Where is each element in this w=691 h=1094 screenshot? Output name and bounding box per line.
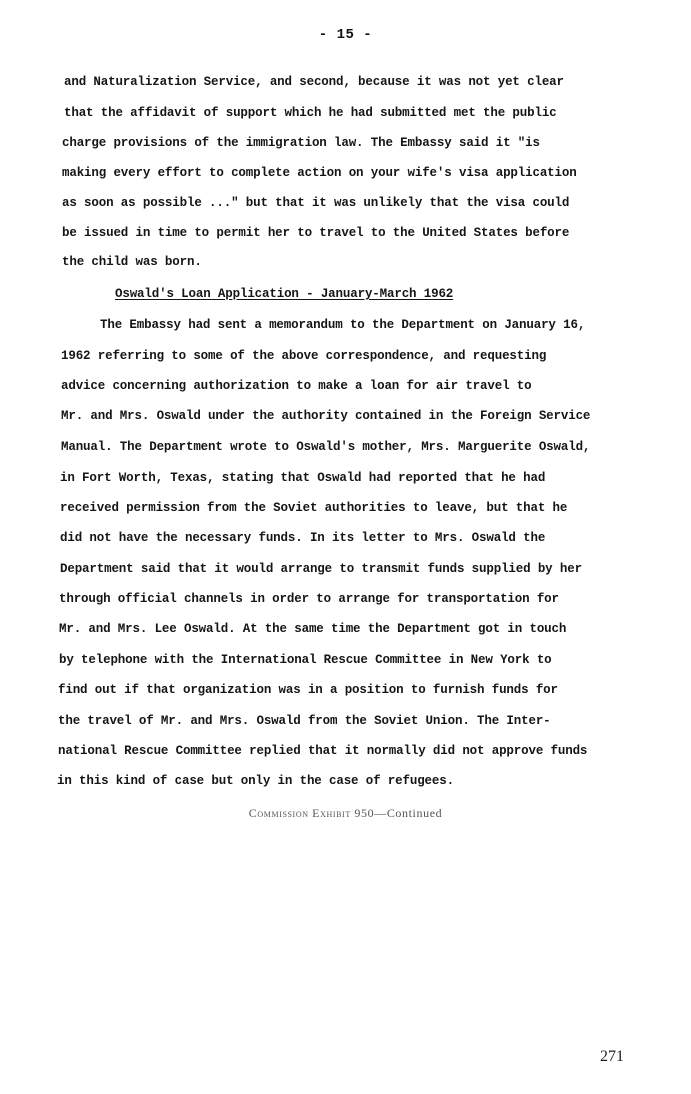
section-heading: Oswald's Loan Application - January-March 1962 (115, 287, 454, 301)
folio-number: 271 (600, 1048, 624, 1065)
text-line: the travel of Mr. and Mrs. Oswald from the Soviet Union. The Inter- (58, 714, 551, 728)
text-line: that the affidavit of support which he had submitted met the public (64, 106, 557, 120)
text-line: and Naturalization Service, and second, because it was not yet clear (64, 75, 564, 89)
text-line: be issued in time to permit her to travel to the United States before (62, 226, 570, 240)
exhibit-caption (0, 806, 691, 821)
text-line: received permission from the Soviet authorities to leave, but that he (60, 501, 568, 515)
page-number: - 15 - (318, 27, 373, 43)
text-line: charge provisions of the immigration law. The Embassy said it "is (62, 136, 540, 150)
text-line: advice concerning authorization to make a loan for air travel to (61, 379, 532, 393)
text-line: in Fort Worth, Texas, stating that Oswald had reported that he had (60, 471, 546, 485)
text-line: find out if that organization was in a position to furnish funds for (58, 683, 558, 697)
text-line: through official channels in order to arrange for transportation for (59, 592, 559, 606)
text-line: The Embassy had sent a memorandum to the Department on January 16, (100, 318, 586, 332)
text-line: did not have the necessary funds. In its letter to Mrs. Oswald the (60, 531, 546, 545)
text-line: by telephone with the International Rescue Committee in New York to (59, 653, 552, 667)
text-line: Department said that it would arrange to transmit funds supplied by her (60, 562, 582, 576)
text-line: 1962 referring to some of the above correspondence, and requesting (61, 349, 547, 363)
text-line: the child was born. (62, 255, 202, 269)
text-line: Manual. The Department wrote to Oswald's mother, Mrs. Marguerite Oswald, (61, 440, 591, 454)
exhibit-continued: —Continued (374, 806, 443, 820)
text-line: Mr. and Mrs. Oswald under the authority contained in the Foreign Service (61, 409, 591, 423)
exhibit-label: Commission Exhibit 950 (248, 806, 375, 820)
text-line: making every effort to complete action on your wife's visa application (62, 166, 577, 180)
text-line: Mr. and Mrs. Lee Oswald. At the same time the Department got in touch (59, 622, 567, 636)
text-line: in this kind of case but only in the case of refugees. (57, 774, 454, 788)
text-line: national Rescue Committee replied that it normally did not approve funds (58, 744, 588, 758)
text-line: as soon as possible ..." but that it was unlikely that the visa could (62, 196, 570, 210)
